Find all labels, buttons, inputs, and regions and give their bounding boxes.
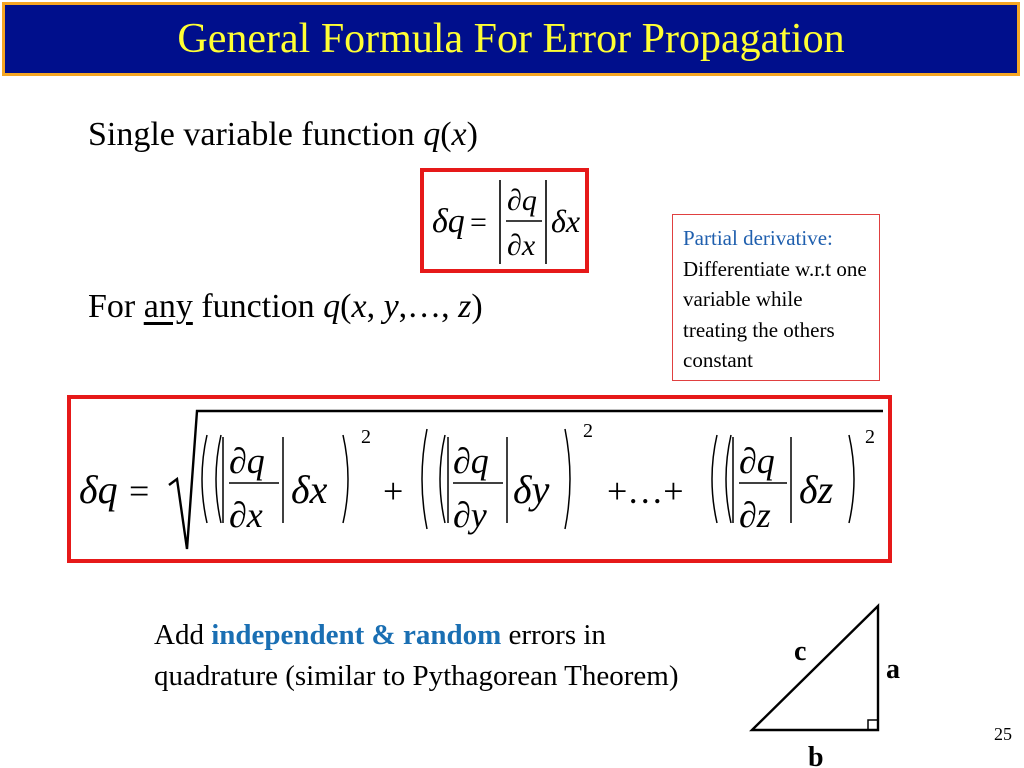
any-function-prefix: For xyxy=(88,288,136,325)
svg-text:∂q: ∂q xyxy=(229,441,265,481)
any-function-z: z xyxy=(458,288,472,325)
page-number: 25 xyxy=(994,724,1012,744)
delta-x: δx xyxy=(551,203,581,239)
svg-text:2: 2 xyxy=(583,420,593,442)
any-underlined: any xyxy=(143,288,193,325)
function-q: q xyxy=(423,116,441,153)
bottom-prefix: Add xyxy=(154,619,204,651)
title-bar xyxy=(2,2,1020,76)
svg-text:∂x: ∂x xyxy=(229,495,263,535)
delta-q: δq xyxy=(432,203,465,240)
note-heading: Partial derivative: xyxy=(683,226,833,250)
quadrature-text xyxy=(154,615,679,697)
any-function-ellipsis: … xyxy=(407,288,442,325)
single-variable-formula-box xyxy=(420,168,589,273)
term-x xyxy=(202,426,371,535)
partial-x: ∂x xyxy=(507,229,536,262)
side-c-label: c xyxy=(794,636,807,667)
svg-text:∂y: ∂y xyxy=(453,495,487,535)
delta-q-general: δq xyxy=(79,467,118,512)
function-x: x xyxy=(451,116,467,153)
any-function-q: q xyxy=(323,288,341,325)
svg-text:∂q: ∂q xyxy=(453,441,489,481)
slide-title: General Formula For Error Propagation xyxy=(177,16,845,62)
bottom-rest: errors in xyxy=(508,619,606,651)
side-b-label: b xyxy=(808,742,824,768)
svg-text:δx: δx xyxy=(291,467,328,512)
equals-general: = xyxy=(129,471,150,511)
svg-text:∂q: ∂q xyxy=(739,441,775,481)
term-z xyxy=(712,426,875,535)
independent-random-highlight: independent & random xyxy=(211,619,502,651)
any-function-x: x xyxy=(351,288,367,325)
plus-ellipsis-plus: +…+ xyxy=(607,471,684,511)
svg-text:δy: δy xyxy=(513,467,550,512)
pythagorean-triangle xyxy=(740,596,920,768)
any-function-line: For any function q(x, y,…, z) xyxy=(88,288,483,325)
svg-text:∂z: ∂z xyxy=(739,495,771,535)
partial-q: ∂q xyxy=(507,184,537,217)
svg-text:2: 2 xyxy=(361,426,371,448)
note-body: Differentiate w.r.t one variable while treating the others constant xyxy=(683,256,867,372)
equals-sign: = xyxy=(470,206,487,239)
general-formula-box xyxy=(67,395,892,563)
side-a-label: a xyxy=(886,654,900,685)
bottom-line-2: quadrature (similar to Pythagorean Theorem) xyxy=(154,660,679,692)
svg-text:2: 2 xyxy=(865,426,875,448)
general-formula xyxy=(71,399,888,559)
svg-text:δz: δz xyxy=(799,467,834,512)
single-variable-label: Single variable function xyxy=(88,116,415,153)
triangle-shape xyxy=(752,606,878,730)
partial-derivative-note xyxy=(672,214,880,381)
plus-sign-1: + xyxy=(383,471,404,511)
any-function-y: y xyxy=(383,288,399,325)
right-angle-marker xyxy=(868,720,878,730)
any-function-word: function xyxy=(201,288,315,325)
term-y xyxy=(422,420,593,535)
single-variable-line: Single variable function q(x) xyxy=(88,116,478,153)
single-variable-formula xyxy=(424,172,585,269)
